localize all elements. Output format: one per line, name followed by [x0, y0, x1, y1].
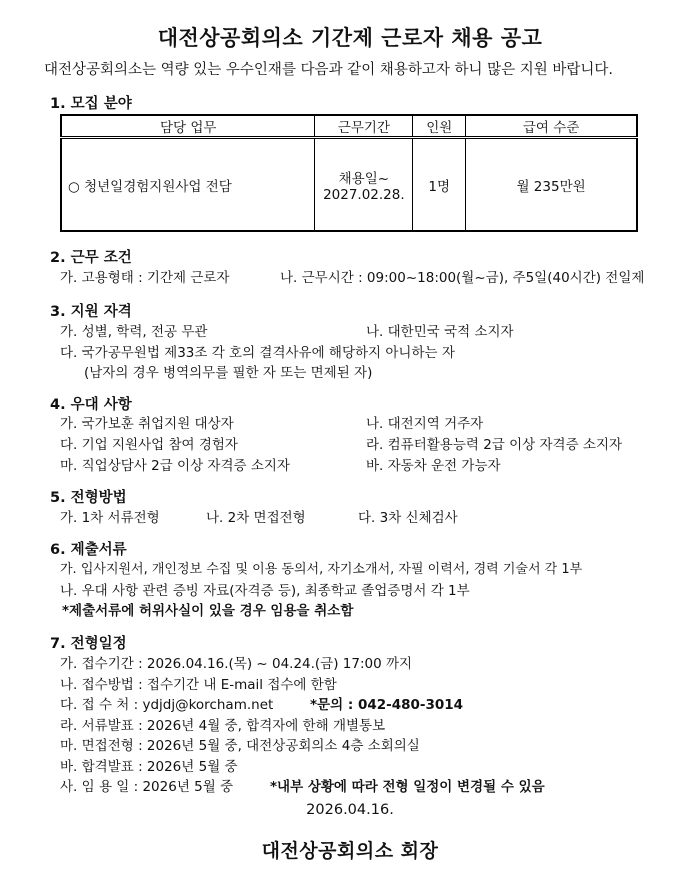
- signature: 대전상공회의소 회장: [261, 840, 439, 862]
- cell-period: [315, 138, 413, 232]
- table-header-row: [61, 115, 637, 138]
- cell-period-line2: 2027.02.28.: [323, 186, 405, 203]
- header-count: 인원: [413, 115, 466, 138]
- schedule-da: 다. 접 수 처 : ydjdj@korcham.net: [60, 697, 274, 713]
- cell-period-line1: 채용일~: [338, 170, 390, 187]
- cell-salary: 월 235만원: [466, 138, 637, 232]
- schedule-na: 나. 접수방법 : 접수기간 내 E-mail 접수에 한함: [60, 677, 337, 693]
- selection-da: 다. 3차 신체검사: [358, 510, 458, 526]
- work-hours: 나. 근무시간 : 09:00~18:00(월~금), 주5일(40시간) 전일제: [280, 270, 645, 286]
- qualification-da-note: (남자의 경우 병역의무를 필한 자 또는 면제된 자): [84, 365, 373, 381]
- section-qualifications-title: 3. 지원 자격: [50, 304, 132, 320]
- schedule-ma: 마. 면접전형 : 2026년 5월 중, 대전상공회의소 4층 소회의실: [60, 738, 420, 754]
- preference-da: 다. 기업 지원사업 참여 경험자: [60, 437, 238, 453]
- preference-ra: 라. 컴퓨터활용능력 2급 이상 자격증 소지자: [366, 437, 623, 453]
- header-task: 담당 업무: [61, 115, 315, 138]
- documents-na: 나. 우대 사항 관련 증빙 자료(자격증 등), 최종학교 졸업증명서 각 1부: [60, 583, 470, 599]
- schedule-sa: 사. 임 용 일 : 2026년 5월 중: [60, 779, 234, 795]
- recruitment-table: [60, 114, 638, 232]
- section-preferences-title: 4. 우대 사항: [50, 397, 132, 413]
- preference-ga: 가. 국가보훈 취업지원 대상자: [60, 416, 234, 432]
- work-employment-type: 가. 고용형태 : 기간제 근로자: [60, 270, 230, 286]
- section-schedule-title: 7. 전형일정: [50, 636, 127, 652]
- qualification-na: 나. 대한민국 국적 소지자: [366, 324, 514, 340]
- schedule-ba: 바. 합격발표 : 2026년 5월 중: [60, 759, 238, 775]
- header-period: 근무기간: [315, 115, 413, 138]
- notice-date: 2026.04.16.: [306, 802, 394, 818]
- schedule-ra: 라. 서류발표 : 2026년 4월 중, 합격자에 한해 개별통보: [60, 718, 386, 734]
- section-documents-title: 6. 제출서류: [50, 542, 127, 558]
- documents-notice: *제출서류에 허위사실이 있을 경우 임용을 취소함: [62, 603, 354, 619]
- cell-task: ○ 청년일경험지원사업 전담: [61, 138, 315, 232]
- preference-ma: 마. 직업상담사 2급 이상 자격증 소지자: [60, 458, 290, 474]
- intro-text: 대전상공회의소는 역량 있는 우수인재를 다음과 같이 채용하고자 하니 많은 지원 바랍니다.: [44, 62, 613, 78]
- qualification-ga: 가. 성별, 학력, 전공 무관: [60, 324, 208, 340]
- section-selection-title: 5. 전형방법: [50, 490, 127, 506]
- section-recruitment-field-title: 1. 모집 분야: [50, 96, 132, 112]
- cell-count: 1명: [413, 138, 466, 232]
- selection-na: 나. 2차 면접전형: [206, 510, 306, 526]
- schedule-ga: 가. 접수기간 : 2026.04.16.(목) ~ 04.24.(금) 17:00 까지: [60, 656, 413, 672]
- section-work-conditions-title: 2. 근무 조건: [50, 250, 132, 266]
- schedule-contact: *문의 : 042-480-3014: [310, 697, 464, 713]
- selection-ga: 가. 1차 서류전형: [60, 510, 160, 526]
- documents-ga: 가. 입사지원서, 개인정보 수집 및 이용 동의서, 자기소개서, 자필 이력서, 경력 기술서 각 1부: [60, 562, 583, 577]
- header-salary: 급여 수준: [466, 115, 637, 138]
- qualification-da: 다. 국가공무원법 제33조 각 호의 결격사유에 해당하지 아니하는 자: [60, 345, 455, 361]
- preference-ba: 바. 자동차 운전 가능자: [366, 458, 501, 474]
- preference-na: 나. 대전지역 거주자: [366, 416, 484, 432]
- table-row: [61, 138, 637, 232]
- schedule-change-note: *내부 상황에 따라 전형 일정이 변경될 수 있음: [270, 779, 545, 795]
- notice-title: 대전상공회의소 기간제 근로자 채용 공고: [157, 26, 543, 50]
